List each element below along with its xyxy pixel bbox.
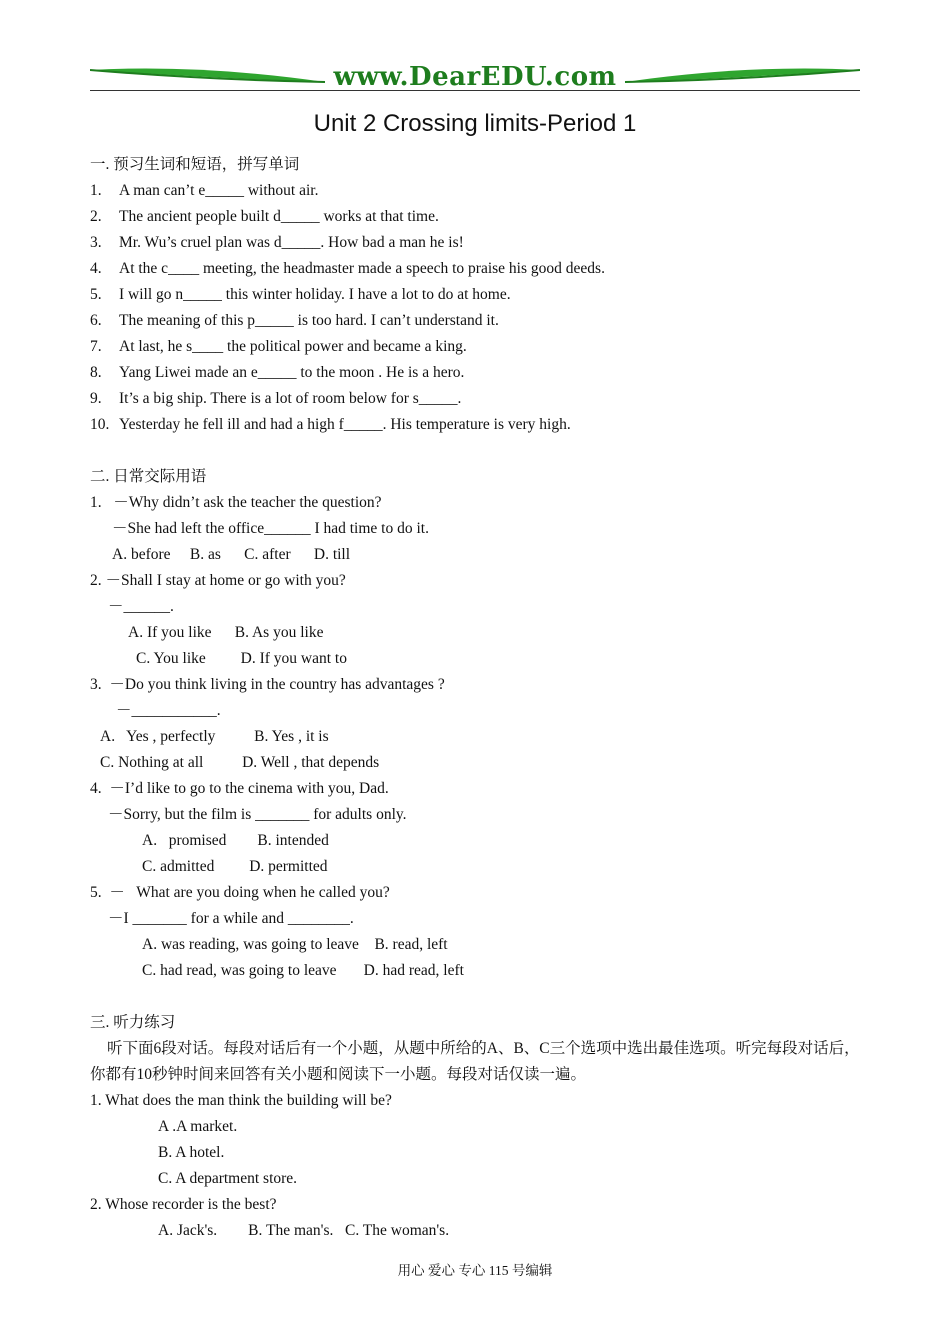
- question-line: 2. Whose recorder is the best?: [90, 1196, 277, 1213]
- answer-line: －___________.: [116, 702, 221, 719]
- answer-line: －______.: [108, 598, 174, 615]
- header-rule: [90, 90, 860, 91]
- list-item: 1. A man can’t e_____ without air.: [90, 182, 319, 199]
- list-item: 8. Yang Liwei made an e_____ to the moon . He is a hero.: [90, 364, 465, 381]
- question-line: 2. －Shall I stay at home or go with you?: [90, 572, 346, 589]
- options-line: A. Yes , perfectly B. Yes , it is: [100, 728, 329, 745]
- list-item: 7. At last, he s____ the political power and became a king.: [90, 338, 467, 355]
- section1-heading: 一. 预习生词和短语，拼写单词: [90, 156, 300, 173]
- list-item: 2. The ancient people built d_____ works at that time.: [90, 208, 439, 225]
- options-line: A .A market.: [158, 1118, 238, 1135]
- list-item: 10. Yesterday he fell ill and had a high f_____. His temperature is very high.: [90, 416, 571, 433]
- options-line: A. Jack's. B. The man's. C. The woman's.: [158, 1222, 450, 1239]
- options-line: B. A hotel.: [158, 1144, 225, 1161]
- list-item: 4. At the c____ meeting, the headmaster made a speech to praise his good deeds.: [90, 260, 605, 277]
- page-footer: 用心 爱心 专心 115 号编辑: [397, 1263, 553, 1278]
- options-line: A. before B. as C. after D. till: [112, 546, 351, 563]
- question-line: 5. － What are you doing when he called you?: [90, 884, 390, 901]
- list-item: 3. Mr. Wu’s cruel plan was d_____. How bad a man he is!: [90, 234, 464, 251]
- options-line: C. had read, was going to leave D. had read, left: [142, 962, 464, 979]
- options-line: A. promised B. intended: [142, 832, 329, 849]
- options-line: C. A department store.: [158, 1170, 298, 1187]
- options-line: C. You like D. If you want to: [136, 650, 347, 667]
- question-line: 4. －I’d like to go to the cinema with you, Dad.: [90, 780, 389, 797]
- brand-logo: www.DearEDU.com: [333, 62, 617, 92]
- section3-heading: 三. 听力练习: [90, 1014, 176, 1031]
- page-title: Unit 2 Crossing limits-Period 1: [313, 110, 637, 137]
- options-line: C. admitted D. permitted: [142, 858, 328, 875]
- site-header: [90, 60, 860, 94]
- listening-instructions: 听下面6段对话。每段对话后有一个小题，从题中所给的A、B、C三个选项中选出最佳选项。听完每段对话后，你都有10秒钟时间来回答有关小题和阅读下一小题。每段对话仅读一遍。: [90, 1040, 860, 1083]
- options-line: A. If you like B. As you like: [128, 624, 324, 641]
- list-item: 9. It’s a big ship. There is a lot of room below for s_____.: [90, 390, 462, 407]
- list-item: 6. The meaning of this p_____ is too hard. I can’t understand it.: [90, 312, 499, 329]
- answer-line: －She had left the office______ I had time to do it.: [112, 520, 429, 537]
- answer-line: －I _______ for a while and ________.: [108, 910, 354, 927]
- section2-heading: 二. 日常交际用语: [90, 468, 207, 485]
- options-line: C. Nothing at all D. Well , that depends: [100, 754, 380, 771]
- answer-line: －Sorry, but the film is _______ for adults only.: [108, 806, 407, 823]
- question-line: 3. －Do you think living in the country has advantages ?: [90, 676, 445, 693]
- list-item: 5. I will go n_____ this winter holiday. I have a lot to do at home.: [90, 286, 511, 303]
- question-line: 1. －Why didn’t ask the teacher the question?: [90, 494, 382, 511]
- options-line: A. was reading, was going to leave B. read, left: [142, 936, 448, 953]
- question-line: 1. What does the man think the building will be?: [90, 1092, 392, 1109]
